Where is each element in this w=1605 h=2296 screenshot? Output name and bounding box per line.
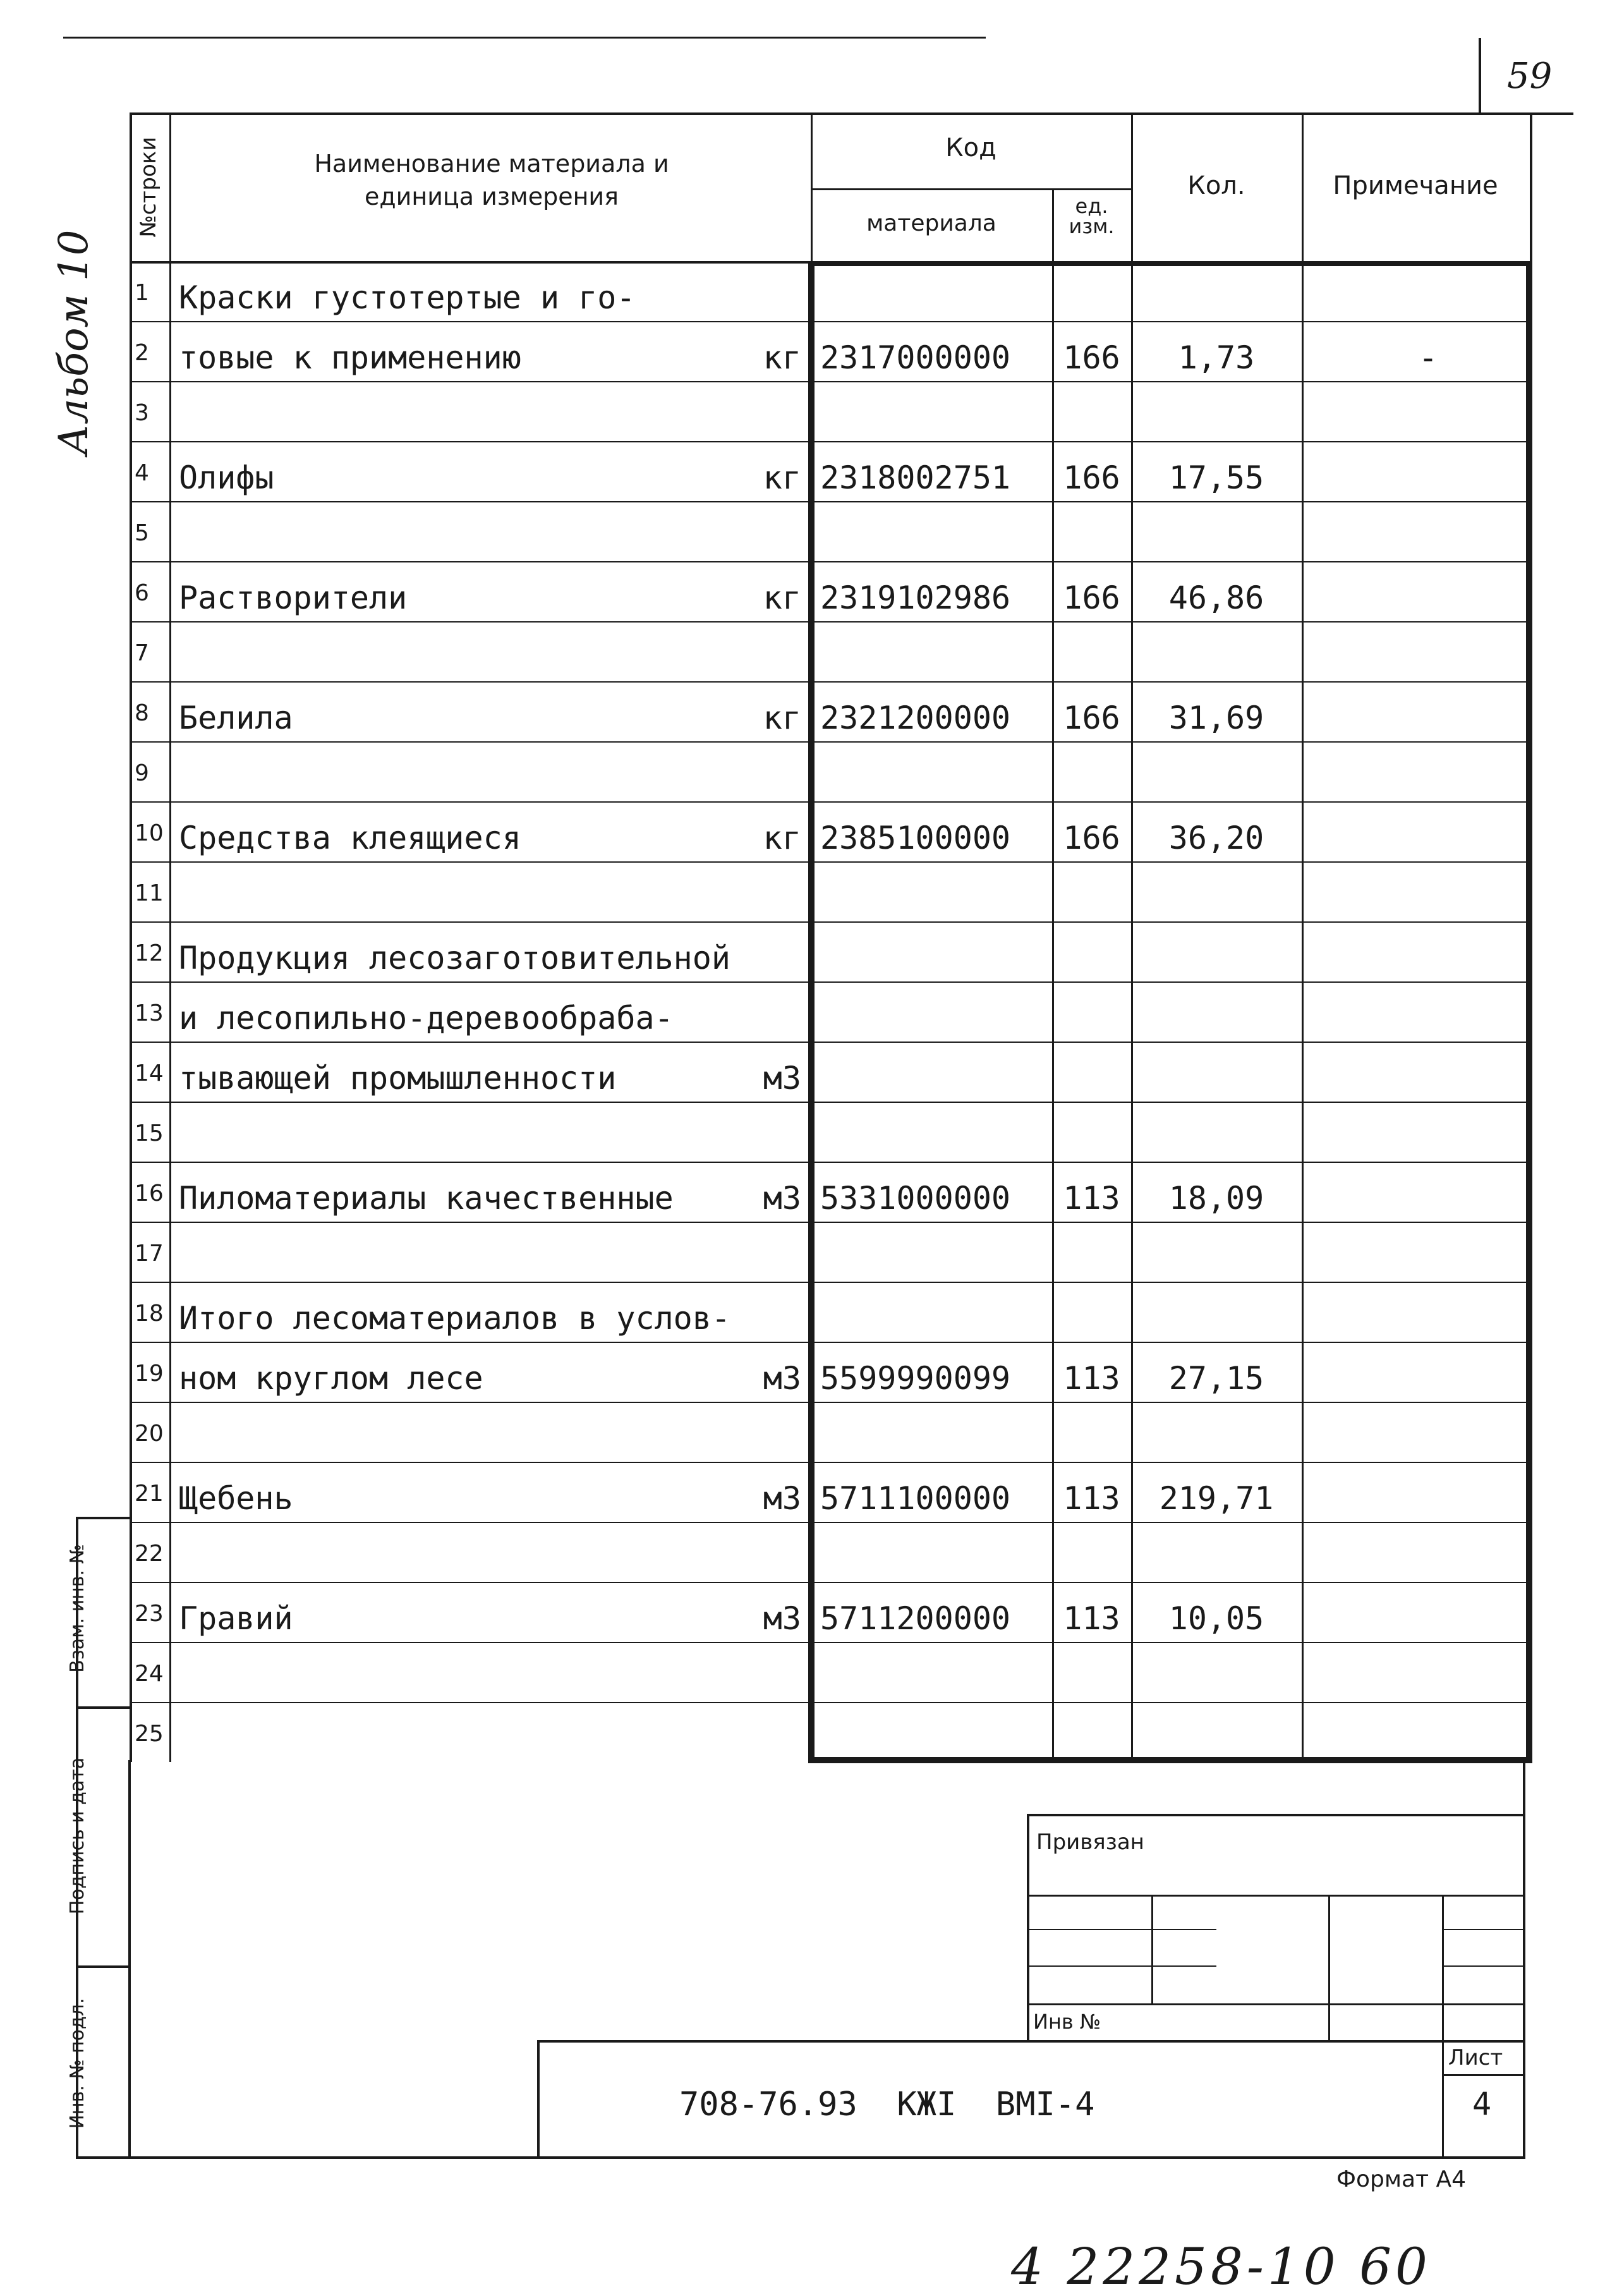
stamp-inv-no: Инв № xyxy=(1033,2010,1101,2034)
top-rule xyxy=(63,37,986,39)
row-qty: 46,86 xyxy=(1168,580,1264,616)
row-name: Белила xyxy=(179,700,293,736)
row-number: 22 xyxy=(135,1541,164,1567)
row-note: - xyxy=(1418,339,1438,376)
header-code-material: материала xyxy=(866,210,996,236)
row-qty: 10,05 xyxy=(1168,1600,1264,1637)
row-code: 2385100000 xyxy=(820,820,1011,856)
list-number: 4 xyxy=(1472,2086,1492,2122)
header-row-no: №строки xyxy=(136,137,161,237)
row-number: 3 xyxy=(135,400,149,426)
frame-bottom xyxy=(76,2156,1525,2159)
row-qty: 31,69 xyxy=(1168,700,1264,736)
row-name: товые к применению xyxy=(179,339,521,376)
row-name: тывающей промышленности xyxy=(179,1060,617,1096)
page-number: 59 xyxy=(1507,56,1553,97)
album-label: Альбом 10 xyxy=(51,229,97,455)
row-number: 21 xyxy=(135,1481,164,1507)
row-number: 7 xyxy=(135,640,149,666)
list-label: Лист xyxy=(1448,2045,1503,2070)
side-label-inv-podl: Инв. № подл. xyxy=(66,1998,88,2129)
row-number: 15 xyxy=(135,1121,164,1146)
row-number: 1 xyxy=(135,280,149,306)
row-number: 25 xyxy=(135,1721,164,1747)
row-unit: кг xyxy=(763,339,801,376)
row-unit-code: 166 xyxy=(1063,700,1120,736)
row-unit: м3 xyxy=(763,1060,801,1096)
row-code: 5599990099 xyxy=(820,1360,1011,1397)
row-name: Пиломатериалы качественные xyxy=(179,1180,674,1217)
doc-code: 708-76.93 КЖI ВМI-4 xyxy=(679,2086,1095,2123)
row-number: 24 xyxy=(135,1661,164,1687)
row-number: 5 xyxy=(135,520,149,546)
row-unit: кг xyxy=(763,580,801,616)
row-qty: 219,71 xyxy=(1159,1480,1274,1517)
row-code: 2318002751 xyxy=(820,459,1011,496)
row-name: Итого лесоматериалов в услов- xyxy=(179,1300,730,1337)
row-name: Гравий xyxy=(179,1600,293,1637)
row-unit-code: 166 xyxy=(1063,339,1120,376)
row-number: 23 xyxy=(135,1601,164,1627)
header-note: Примечание xyxy=(1333,171,1498,200)
row-number: 20 xyxy=(135,1421,164,1447)
row-unit-code: 113 xyxy=(1063,1600,1120,1637)
row-unit: кг xyxy=(763,459,801,496)
row-code: 5711100000 xyxy=(820,1480,1011,1517)
row-name: Продукция лесозаготовительной xyxy=(179,940,730,976)
row-code: 5711200000 xyxy=(820,1600,1011,1637)
row-name: Краски густотертые и го- xyxy=(179,279,636,316)
row-unit: м3 xyxy=(763,1360,801,1397)
row-name: Средства клеящиеся xyxy=(179,820,521,856)
row-code: 2321200000 xyxy=(820,700,1011,736)
row-code: 2319102986 xyxy=(820,580,1011,616)
bottom-handwritten: 4 22258-10 60 xyxy=(1011,2237,1431,2296)
header-code-unit: ед. изм. xyxy=(1069,194,1115,238)
row-number: 16 xyxy=(135,1181,164,1206)
row-number: 11 xyxy=(135,880,164,906)
row-number: 8 xyxy=(135,700,149,726)
row-unit: кг xyxy=(763,700,801,736)
side-label-vzam: Взам. инв. № xyxy=(66,1544,88,1673)
row-name: Растворители xyxy=(179,580,408,616)
row-unit-code: 113 xyxy=(1063,1180,1120,1217)
row-number: 6 xyxy=(135,580,149,606)
row-unit-code: 166 xyxy=(1063,820,1120,856)
row-number: 18 xyxy=(135,1301,164,1327)
row-code: 2317000000 xyxy=(820,339,1011,376)
materials-table xyxy=(130,112,1532,1762)
header-code: Код xyxy=(945,133,996,162)
row-number: 13 xyxy=(135,1000,164,1026)
frame-left xyxy=(128,1760,131,2158)
row-qty: 1,73 xyxy=(1178,339,1255,376)
header-name: Наименование материала и единица измерения xyxy=(314,150,669,210)
row-name: Олифы xyxy=(179,459,274,496)
row-number: 17 xyxy=(135,1241,164,1266)
row-qty: 18,09 xyxy=(1168,1180,1264,1217)
format-label: Формат А4 xyxy=(1336,2166,1467,2192)
row-unit: м3 xyxy=(763,1480,801,1517)
row-qty: 17,55 xyxy=(1168,459,1264,496)
row-unit: м3 xyxy=(763,1180,801,1217)
row-number: 2 xyxy=(135,340,149,366)
corner-rule xyxy=(1479,38,1481,114)
row-number: 10 xyxy=(135,820,164,846)
row-unit-code: 166 xyxy=(1063,459,1120,496)
header-qty: Кол. xyxy=(1187,171,1245,200)
row-name: ном круглом лесе xyxy=(179,1360,483,1397)
row-unit-code: 113 xyxy=(1063,1360,1120,1397)
row-qty: 36,20 xyxy=(1168,820,1264,856)
stamp-privyazan: Привязан xyxy=(1036,1830,1144,1855)
row-unit: м3 xyxy=(763,1600,801,1637)
row-name: Щебень xyxy=(179,1480,293,1517)
row-number: 12 xyxy=(135,940,164,966)
row-unit-code: 166 xyxy=(1063,580,1120,616)
frame-right xyxy=(1523,1760,1525,2158)
row-qty: 27,15 xyxy=(1168,1360,1264,1397)
row-unit: кг xyxy=(763,820,801,856)
row-code: 5331000000 xyxy=(820,1180,1011,1217)
row-name: и лесопильно-деревообраба- xyxy=(179,1000,674,1036)
row-number: 14 xyxy=(135,1060,164,1086)
row-number: 4 xyxy=(135,460,149,486)
row-unit-code: 113 xyxy=(1063,1480,1120,1517)
side-label-podpis: Подпись и дата xyxy=(66,1757,88,1915)
row-number: 9 xyxy=(135,760,149,786)
row-number: 19 xyxy=(135,1361,164,1387)
